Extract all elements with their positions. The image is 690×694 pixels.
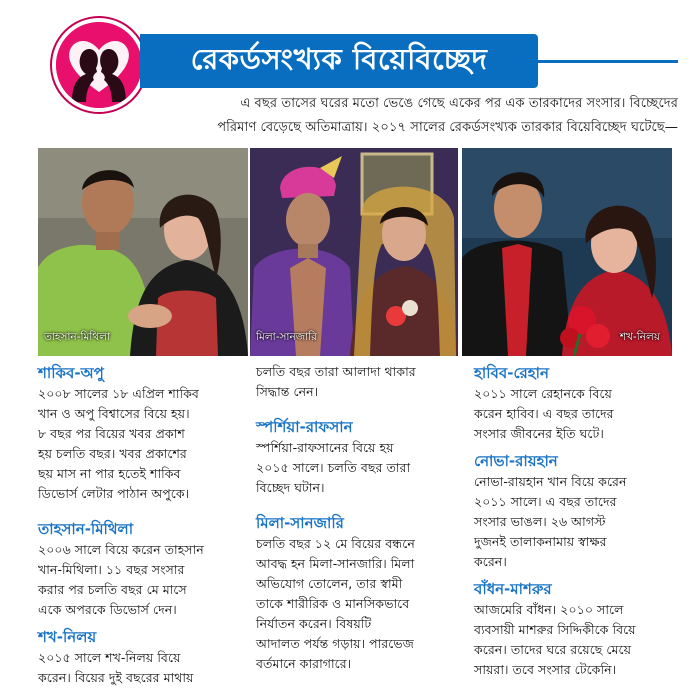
- story-line: তাকে শারীরিক ও মানসিকভাবে: [256, 596, 410, 611]
- story-line: নির্যাতন করেন। বিষয়টি: [256, 616, 372, 631]
- story-line: করেন।: [474, 554, 507, 569]
- story-line: ব্যবসায়ী মাশরুর সিদ্দিকীকে বিয়ে: [474, 622, 636, 637]
- story-shakib-apu: [38, 362, 252, 504]
- story-line: আবদ্ধ হন মিলা-সানজারি। মিলা: [256, 556, 415, 571]
- photo-tahsan-mithila: [38, 148, 248, 356]
- story-line: ছয় মাস না পার হতেই শাকিব: [38, 466, 181, 481]
- intro-text: [90, 92, 678, 140]
- title-rule: [538, 60, 678, 63]
- story-sporshia-rafsan: [256, 416, 462, 498]
- story-heading: স্পর্শিয়া-রাফসান: [256, 418, 353, 436]
- story-line: ২০১১ সালে। এ বছর তাদের: [474, 494, 617, 509]
- story-line: করেন হাবিব। এ বছর তাদের: [474, 406, 614, 421]
- intro-line-1: এ বছর তাসের ঘরের মতো ভেঙে গেছে একের পর এক তারকাদের সংসার। বিচ্ছেদের: [240, 96, 678, 111]
- column-3: [474, 362, 678, 686]
- story-line: ২০০৮ সালের ১৮ এপ্রিল শাকিব: [38, 386, 199, 401]
- story-heading: হাবিব-রেহান: [474, 364, 549, 382]
- story-heading: শাকিব-অপু: [38, 364, 104, 382]
- story-line: খান-মিথিলা। ১১ বছর সংসার: [38, 562, 185, 577]
- story-line: করেন। তাদের ঘরে রয়েছে মেয়ে: [474, 642, 631, 657]
- story-line: ৮ বছর পর বিয়ের খবর প্রকাশ: [38, 426, 185, 441]
- story-shokh-niloy-continued: [256, 362, 462, 402]
- story-tahsan-mithila: [38, 518, 252, 620]
- story-line: ২০১১ সালে রেহানকে বিয়ে: [474, 386, 612, 401]
- story-badhon-mashrur: [474, 578, 678, 680]
- story-line: সংসার ভাঙল। ২৬ আগস্ট: [474, 514, 606, 529]
- story-line: হয় চলতি বছর। খবর প্রকাশের: [38, 446, 187, 461]
- story-shokh-niloy: [38, 626, 252, 688]
- story-line: ডিভোর্স লেটার পাঠান অপুকে।: [38, 486, 190, 501]
- story-line: বিচ্ছেদ ঘটান।: [256, 480, 325, 495]
- story-line: করেন। বিয়ের দুই বছরের মাথায়: [38, 670, 194, 685]
- page-title: রেকর্ডসংখ্যক বিয়েবিচ্ছেদ: [190, 41, 488, 76]
- story-line: ২০১৫ সালে। চলতি বছর তারা: [256, 460, 411, 475]
- story-line: করার পর চলতি বছর মে মাসে: [38, 582, 187, 597]
- story-line: আদালত পর্যন্ত গড়ায়। পারভেজ: [256, 636, 414, 651]
- story-line: ২০০৬ সালে বিয়ে করেন তাহসান: [38, 542, 204, 557]
- story-line: সংসার জীবনের ইতি ঘটে।: [474, 426, 604, 441]
- photo-caption: মিলা-সানজারি: [256, 331, 317, 343]
- story-line: আজমেরি বাঁধন। ২০১০ সালে: [474, 602, 624, 617]
- story-heading: মিলা-সানজারি: [256, 514, 344, 532]
- story-heading: বাঁধন-মাশরুর: [474, 580, 552, 598]
- story-heading: তাহসান-মিথিলা: [38, 520, 134, 538]
- column-1: [38, 362, 252, 694]
- photo-mila-sanjari: [250, 148, 458, 356]
- story-line: চলতি বছর ১২ মে বিয়ের বন্ধনে: [256, 536, 415, 551]
- intro-line-2: পরিমাণ বেড়েছে অতিমাত্রায়। ২০১৭ সালের রেকর্ডসংখ্যক তারকার বিয়েবিচ্ছেদ ঘটেছে—: [217, 120, 678, 135]
- story-line: সায়রা। তবে সংসার টেকেনি।: [474, 662, 617, 677]
- story-line: অভিযোগ তোলেন, তার স্বামী: [256, 576, 403, 591]
- story-line: নোভা-রায়হান খান বিয়ে করেন: [474, 474, 627, 489]
- story-line: স্পর্শিয়া-রাফসানের বিয়ে হয়: [256, 440, 394, 455]
- story-line: সিদ্ধান্ত নেন।: [256, 384, 319, 399]
- photo-caption: তাহসান-মিথিলা: [44, 331, 110, 343]
- photo-shokh-niloy: [462, 148, 672, 356]
- story-mila-sanjari: [256, 512, 462, 674]
- title-banner: [140, 34, 538, 88]
- story-habib-rehan: [474, 362, 678, 444]
- column-2: [256, 362, 462, 680]
- story-heading: শখ-নিলয়: [38, 628, 97, 646]
- story-line: ২০১৫ সালে শখ-নিলয় বিয়ে: [38, 650, 181, 665]
- story-line: বর্তমানে কারাগারে।: [256, 656, 352, 671]
- story-line: একে অপরকে ডিভোর্স দেন।: [38, 602, 177, 617]
- story-line: খান ও অপু বিশ্বাসের বিয়ে হয়।: [38, 406, 190, 421]
- story-nova-raihan: [474, 450, 678, 572]
- story-line: দুজনই তালাকনামায় স্বাক্ষর: [474, 534, 607, 549]
- photo-caption: শখ-নিলয়: [619, 331, 660, 343]
- story-heading: নোভা-রায়হান: [474, 452, 558, 470]
- story-line: চলতি বছর তারা আলাদা থাকার: [256, 364, 416, 379]
